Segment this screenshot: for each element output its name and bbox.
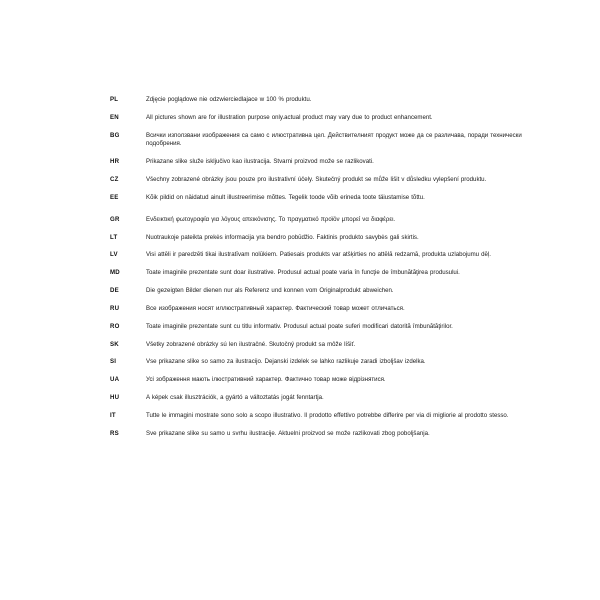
language-code: EN [110,113,119,121]
language-code: HR [110,158,120,166]
language-code: PL [110,96,119,103]
disclaimer-text: Tutte le immagini mostrate sono solo a scopo illustrativo. Il prodotto effettivo potrebbe differire per via di migliorie al prodotto stesso. [146,411,509,419]
disclaimer-text: Všechny zobrazené obrázky jsou pouze pro ilustrativní účely. Skutečný produkt se může lišit v důsledku vylepšení produktu. [146,176,487,184]
disclaimer-text: Prikazane slike služe isključivo kao ilustracija. Stvarni proizvod može se razlikovati. [146,158,374,166]
disclaimer-row [110,430,540,439]
disclaimer-text: Toate imaginile prezentate sunt doar ilustrative. Produsul actual poate varia în funcţie de îmbunătăţirea produsului. [146,269,460,277]
language-code: BG [110,131,120,139]
language-code: SK [110,340,119,348]
disclaimer-row [110,269,540,278]
disclaimer-text: A képek csak illusztrációk, a gyártó a változtatás jogát fenntartja. [146,394,324,402]
disclaimer-row [110,114,540,123]
disclaimer-row [110,216,540,225]
disclaimer-text: Ενδεικτική φωτογραφία για λόγους απεικόνισης. Το πραγματικό προϊόν μπορεί να διαφέρει. [146,215,396,223]
disclaimer-text: Всички използвани изображения са само с илюстративна цел. Действителният продукт може да се различава, поради технически подобрения. [146,131,522,148]
language-code: SI [110,358,117,366]
language-code: RO [110,322,120,330]
disclaimer-text: Усі зображення мають ілюстративний характер. Фактично товар може відрізнятися. [146,376,386,384]
disclaimer-text: Sve prikazane slike su samo u svrhu ilustracije. Aktuelni proizvod se može razlikovati zbog poboljšanja. [146,429,430,437]
language-code: RS [110,429,119,437]
disclaimer-row [110,394,540,403]
disclaimer-row [110,234,540,243]
language-code: CZ [110,176,119,184]
disclaimer-row [110,323,540,332]
disclaimer-text: Nuotraukoje pateikta prekės informacija yra bendro pobūdžio. Faktinis produkto savybės gali skirtis. [146,233,419,241]
disclaimer-text: Die gezeigten Bilder dienen nur als Referenz und konnen vom Originalprodukt abweichen. [146,287,394,295]
language-code: MD [110,269,120,277]
disclaimer-row [110,158,540,167]
language-code: GR [110,215,120,223]
disclaimer-text: Všetky zobrazené obrázky sú len ilustračné. Skutočný produkt sa môže líšiť. [146,340,356,348]
disclaimer-text: Все изображения носят иллюстративный характер. Фактический товар может отличаться. [146,304,405,312]
language-code: LV [110,251,118,259]
language-code: HU [110,394,120,402]
disclaimer-row [110,194,540,203]
language-code: LT [110,233,118,241]
disclaimer-row [110,287,540,296]
disclaimer-text: Kõik pildid on näidatud ainult illustreerimise mõttes. Tegelik toode võib erineda toote täiustamise tõttu. [146,193,425,201]
language-code: UA [110,376,120,384]
disclaimer-text: Vse prikazane slike so samo za ilustracijo. Dejanski izdelek se lahko razlikuje zaradi izboljšav izdelka. [146,358,426,366]
language-code: IT [110,411,116,419]
disclaimer-row [110,376,540,385]
disclaimer-text: All pictures shown are for illustration purpose only.actual product may vary due to product enhancement. [146,113,433,121]
disclaimer-row [110,176,540,185]
language-code: RU [110,304,120,312]
disclaimer-row [110,305,540,314]
disclaimer-row [110,341,540,350]
disclaimer-row [110,412,540,421]
language-code: DE [110,287,119,295]
disclaimer-text: Visi attēli ir paredzēti tikai ilustratīvam nolūkiem. Patiesais produkts var atšķirties no attēlā redzamā, produkta uzlabojumu dēļ. [146,251,491,259]
disclaimer-row [110,358,540,367]
disclaimer-text: Toate imaginile prezentate sunt cu titlu informativ. Produsul actual poate suferi modificari datorită îmbunătăţirilor. [146,322,453,330]
disclaimer-list [110,96,540,439]
disclaimer-row [110,132,540,150]
disclaimer-row [110,96,540,105]
language-code: EE [110,193,119,201]
disclaimer-text: Zdjęcie poglądowe nie odzwierciedlajace w 100 % produktu. [146,96,312,103]
disclaimer-row [110,251,540,260]
